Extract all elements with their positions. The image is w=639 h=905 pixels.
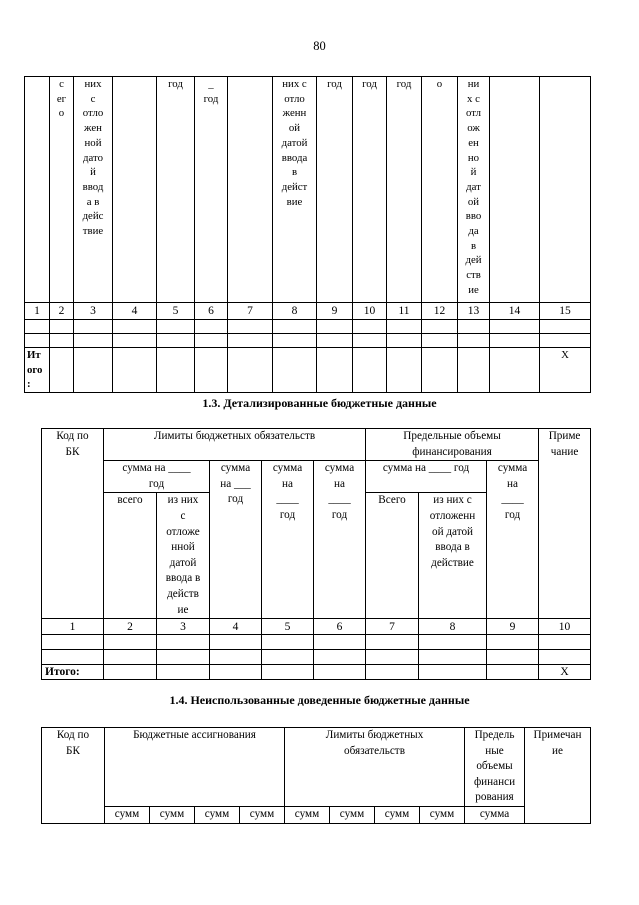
column-number: 8 xyxy=(273,303,317,320)
column-number: 7 xyxy=(228,303,273,320)
total-row xyxy=(25,348,591,393)
header-cell: о xyxy=(422,77,458,303)
header-sum-na-2 xyxy=(314,461,366,619)
column-number: 10 xyxy=(353,303,387,320)
page-number: 80 xyxy=(313,39,326,53)
column-number: 6 xyxy=(314,619,366,635)
column-number: 4 xyxy=(113,303,157,320)
column-number: 3 xyxy=(74,303,113,320)
header-sum: сумма xyxy=(465,806,525,823)
column-number: 11 xyxy=(387,303,422,320)
header-financing: Предельные объемы финансирования xyxy=(366,429,539,461)
sum-na-line: ____ xyxy=(501,493,524,506)
column-number: 2 xyxy=(50,303,74,320)
sum-na-line: ____ xyxy=(276,493,299,506)
header-fin-sum-na xyxy=(487,461,539,619)
sum-on-year-label: сумма на ____ xyxy=(122,462,191,475)
header-code-bk: Код по БК xyxy=(42,728,105,824)
empty-row xyxy=(42,650,591,665)
header-budget-assignments: Бюджетные ассигнования xyxy=(105,728,285,807)
header-sum: сумм xyxy=(195,806,240,823)
section-title-1-3: 1.3. Детализированные бюджетные данные xyxy=(202,396,437,410)
header-sum: сумм xyxy=(375,806,420,823)
header-sum: сумм xyxy=(285,806,330,823)
table-subheader-row xyxy=(42,461,591,493)
sum-na-year: год xyxy=(504,508,521,521)
header-note: Примечан ие xyxy=(525,728,591,824)
total-label: Ит ого : xyxy=(25,348,50,393)
column-number: 15 xyxy=(540,303,591,320)
table-unused-budget-data xyxy=(41,727,591,824)
header-total: всего xyxy=(104,493,157,619)
column-number: 3 xyxy=(157,619,210,635)
header-note: Приме чание xyxy=(539,429,591,619)
header-fin-sum-on-year: сумма на ____ год xyxy=(366,461,487,493)
section-title-1-4: 1.4. Неиспользованные доведенные бюджетные данные xyxy=(169,693,470,707)
header-sum-na-1 xyxy=(262,461,314,619)
column-number: 5 xyxy=(157,303,195,320)
total-x-mark: X xyxy=(540,348,591,393)
column-number: 13 xyxy=(458,303,490,320)
header-sum: сумм xyxy=(105,806,150,823)
header-sum: сумм xyxy=(330,806,375,823)
sum-on-year-label-year: год xyxy=(148,477,165,490)
table-header-row xyxy=(42,728,591,807)
empty-row xyxy=(25,334,591,348)
sum-na-label: сумма на xyxy=(497,462,528,490)
header-code-bk: Код по БК xyxy=(42,429,104,619)
column-numbers-row xyxy=(42,619,591,635)
header-of-which-deferred: из них с отложе нной датой ввода в действ ие xyxy=(157,493,210,619)
column-number: 7 xyxy=(366,619,419,635)
column-number: 5 xyxy=(262,619,314,635)
header-cell: них с отло жен ной дато й ввод а в дейс твие xyxy=(74,77,113,303)
header-cell: ни х с отл ож ен но й дат ой вво да в дей ств ие xyxy=(458,77,490,303)
header-limits: Лимиты бюджетных обязательств xyxy=(285,728,465,807)
column-number: 1 xyxy=(25,303,50,320)
column-number: 8 xyxy=(419,619,487,635)
header-cell: них с отло женн ой датой ввода в дейст вие xyxy=(273,77,317,303)
column-number: 4 xyxy=(210,619,262,635)
empty-row xyxy=(42,635,591,650)
sum-na-label: сумма на xyxy=(272,462,303,490)
column-number: 9 xyxy=(487,619,539,635)
header-cell: год xyxy=(317,77,353,303)
column-number: 1 xyxy=(42,619,104,635)
table-detailed-budget-data xyxy=(41,428,591,680)
header-cell: год xyxy=(387,77,422,303)
table-subheader-row xyxy=(42,806,591,823)
total-row xyxy=(42,665,591,680)
header-sum-na-year: сумма на ___ год xyxy=(210,461,262,619)
column-number: 10 xyxy=(539,619,591,635)
header-sum: сумм xyxy=(240,806,285,823)
header-limits: Лимиты бюджетных обязательств xyxy=(104,429,366,461)
sum-na-year: год xyxy=(279,508,296,521)
header-sum: сумм xyxy=(420,806,465,823)
empty-row xyxy=(25,320,591,334)
table-header-row xyxy=(42,429,591,461)
column-number: 2 xyxy=(104,619,157,635)
column-number: 9 xyxy=(317,303,353,320)
column-number: 6 xyxy=(195,303,228,320)
header-sum-on-year xyxy=(104,461,210,493)
header-cell: год xyxy=(353,77,387,303)
total-x-mark: X xyxy=(539,665,591,680)
sum-na-line: ____ xyxy=(328,493,351,506)
column-number: 12 xyxy=(422,303,458,320)
column-numbers-row xyxy=(25,303,591,320)
table-header-row xyxy=(25,77,591,303)
header-cell: год xyxy=(157,77,195,303)
header-cell: с ег о xyxy=(50,77,74,303)
header-financing: Предель ные объемы финанси рования xyxy=(465,728,525,807)
header-cell: _ год xyxy=(195,77,228,303)
header-fin-of-which-deferred: из них с отложенн ой датой ввода в действие xyxy=(419,493,487,619)
sum-na-year: год xyxy=(331,508,348,521)
sum-na-label: сумма на xyxy=(324,462,355,490)
header-fin-total: Всего xyxy=(366,493,419,619)
column-number: 14 xyxy=(490,303,540,320)
total-label: Итого: xyxy=(42,665,104,680)
table-continuation xyxy=(24,76,591,393)
header-sum: сумм xyxy=(150,806,195,823)
